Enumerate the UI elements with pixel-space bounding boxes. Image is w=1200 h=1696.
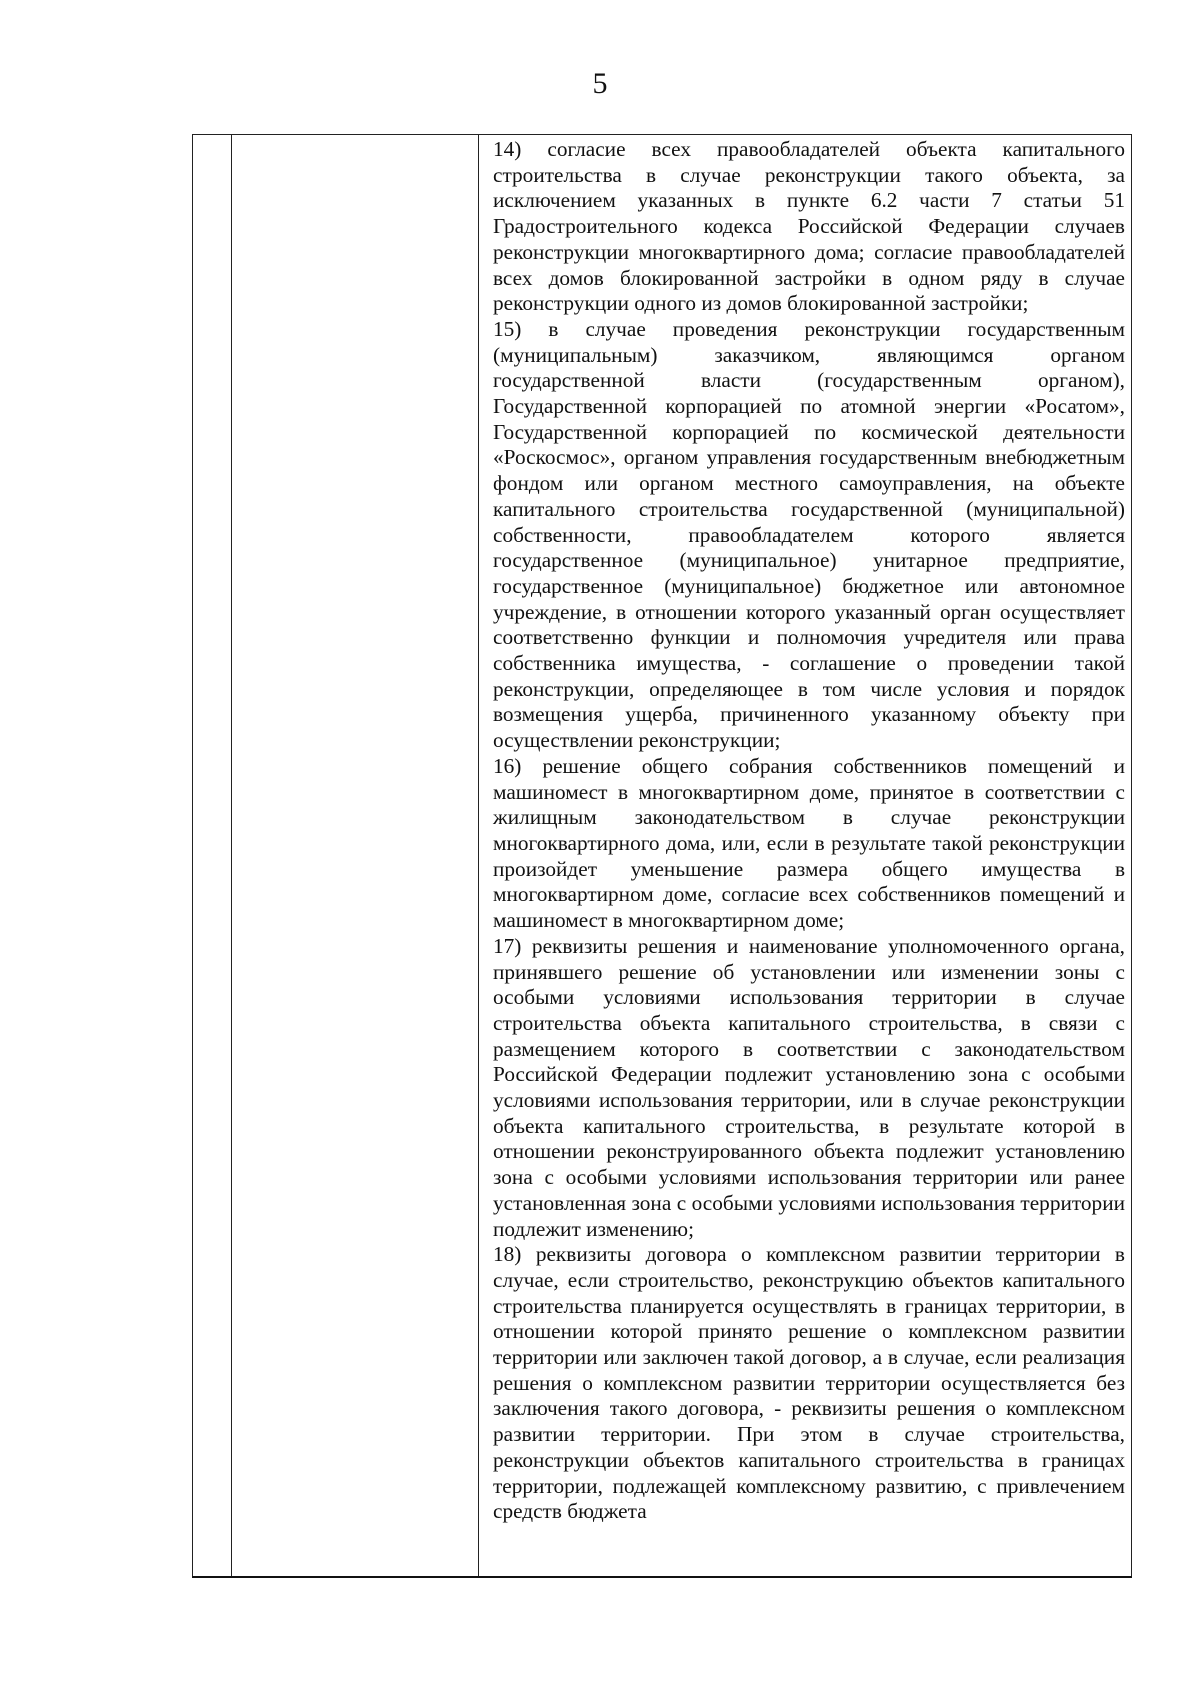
row-number-cell	[193, 135, 232, 1578]
row-text-cell	[479, 135, 1132, 1578]
paragraph-item-15: 15) в случае проведения реконструкции государственным (муниципальным) заказчиком, являющимся органом государственной власти (государственным органом), Государственной корпорацией по атомной энергии «Росатом», Государственной корпорацией по космической деятельности «Роскосмос», органом управления государственным внебюджетным фондом или органом местного самоуправления, на объекте капитального строительства государственной (муниципальной) собственности, правообладателем которого является государственное (муниципальное) унитарное предприятие, государственное (муниципальное) бюджетное или автономное учреждение, в отношении которого указанный орган осуществляет соответственно функции и полномочия учредителя или права собственника имущества, - соглашение о проведении такой реконструкции, определяющее в том числе условия и порядок возмещения ущерба, причиненного указанному объекту при осуществлении реконструкции;	[493, 316, 1125, 753]
document-table	[192, 134, 1132, 1578]
row-name-cell	[232, 135, 479, 1578]
paragraph-item-16: 16) решение общего собрания собственников помещений и машиномест в многоквартирном доме, принятое в соответствии с жилищным законодательством в случае реконструкции многоквартирного дома, или, если в результате такой реконструкции произойдет уменьшение размера общего имущества в многоквартирном доме, согласие всех собственников помещений и машиномест в многоквартирном доме;	[493, 753, 1125, 933]
table-row	[193, 135, 1132, 1578]
paragraph-item-18: 18) реквизиты договора о комплексном развитии территории в случае, если строительство, реконструкцию объектов капитального строительства планируется осуществлять в границах территории, в отношении которой принято решение о комплексном развитии территории или заключен такой договор, а в случае, если реализация решения о комплексном развитии территории осуществляется без заключения такого договора, - реквизиты решения о комплексном развитии территории. При этом в случае строительства, реконструкции объектов капитального строительства в границах территории, подлежащей комплексному развитию, с привлечением средств бюджета	[493, 1242, 1125, 1524]
paragraph-item-14: 14) согласие всех правообладателей объекта капитального строительства в случае реконструкции такого объекта, за исключением указанных в пункте 6.2 части 7 статьи 51 Градостроительного кодекса Российской Федерации случаев реконструкции многоквартирного дома; согласие правообладателей всех домов блокированной застройки в одном ряду в случае реконструкции одного из домов блокированной застройки;	[493, 137, 1125, 316]
paragraph-item-17: 17) реквизиты решения и наименование уполномоченного органа, принявшего решение об установлении или изменении зоны с особыми условиями использования территории в случае строительства объекта капитального строительства, в связи с размещением которого в соответствии с законодательством Российской Федерации подлежит установлению зона с особыми условиями использования территории, или в случае реконструкции объекта капитального строительства, в результате которой в отношении реконструированного объекта подлежит установлению зона с особыми условиями использования территории или ранее установленная зона с особыми условиями использования территории подлежит изменению;	[493, 933, 1125, 1241]
page-number: 5	[592, 67, 608, 100]
